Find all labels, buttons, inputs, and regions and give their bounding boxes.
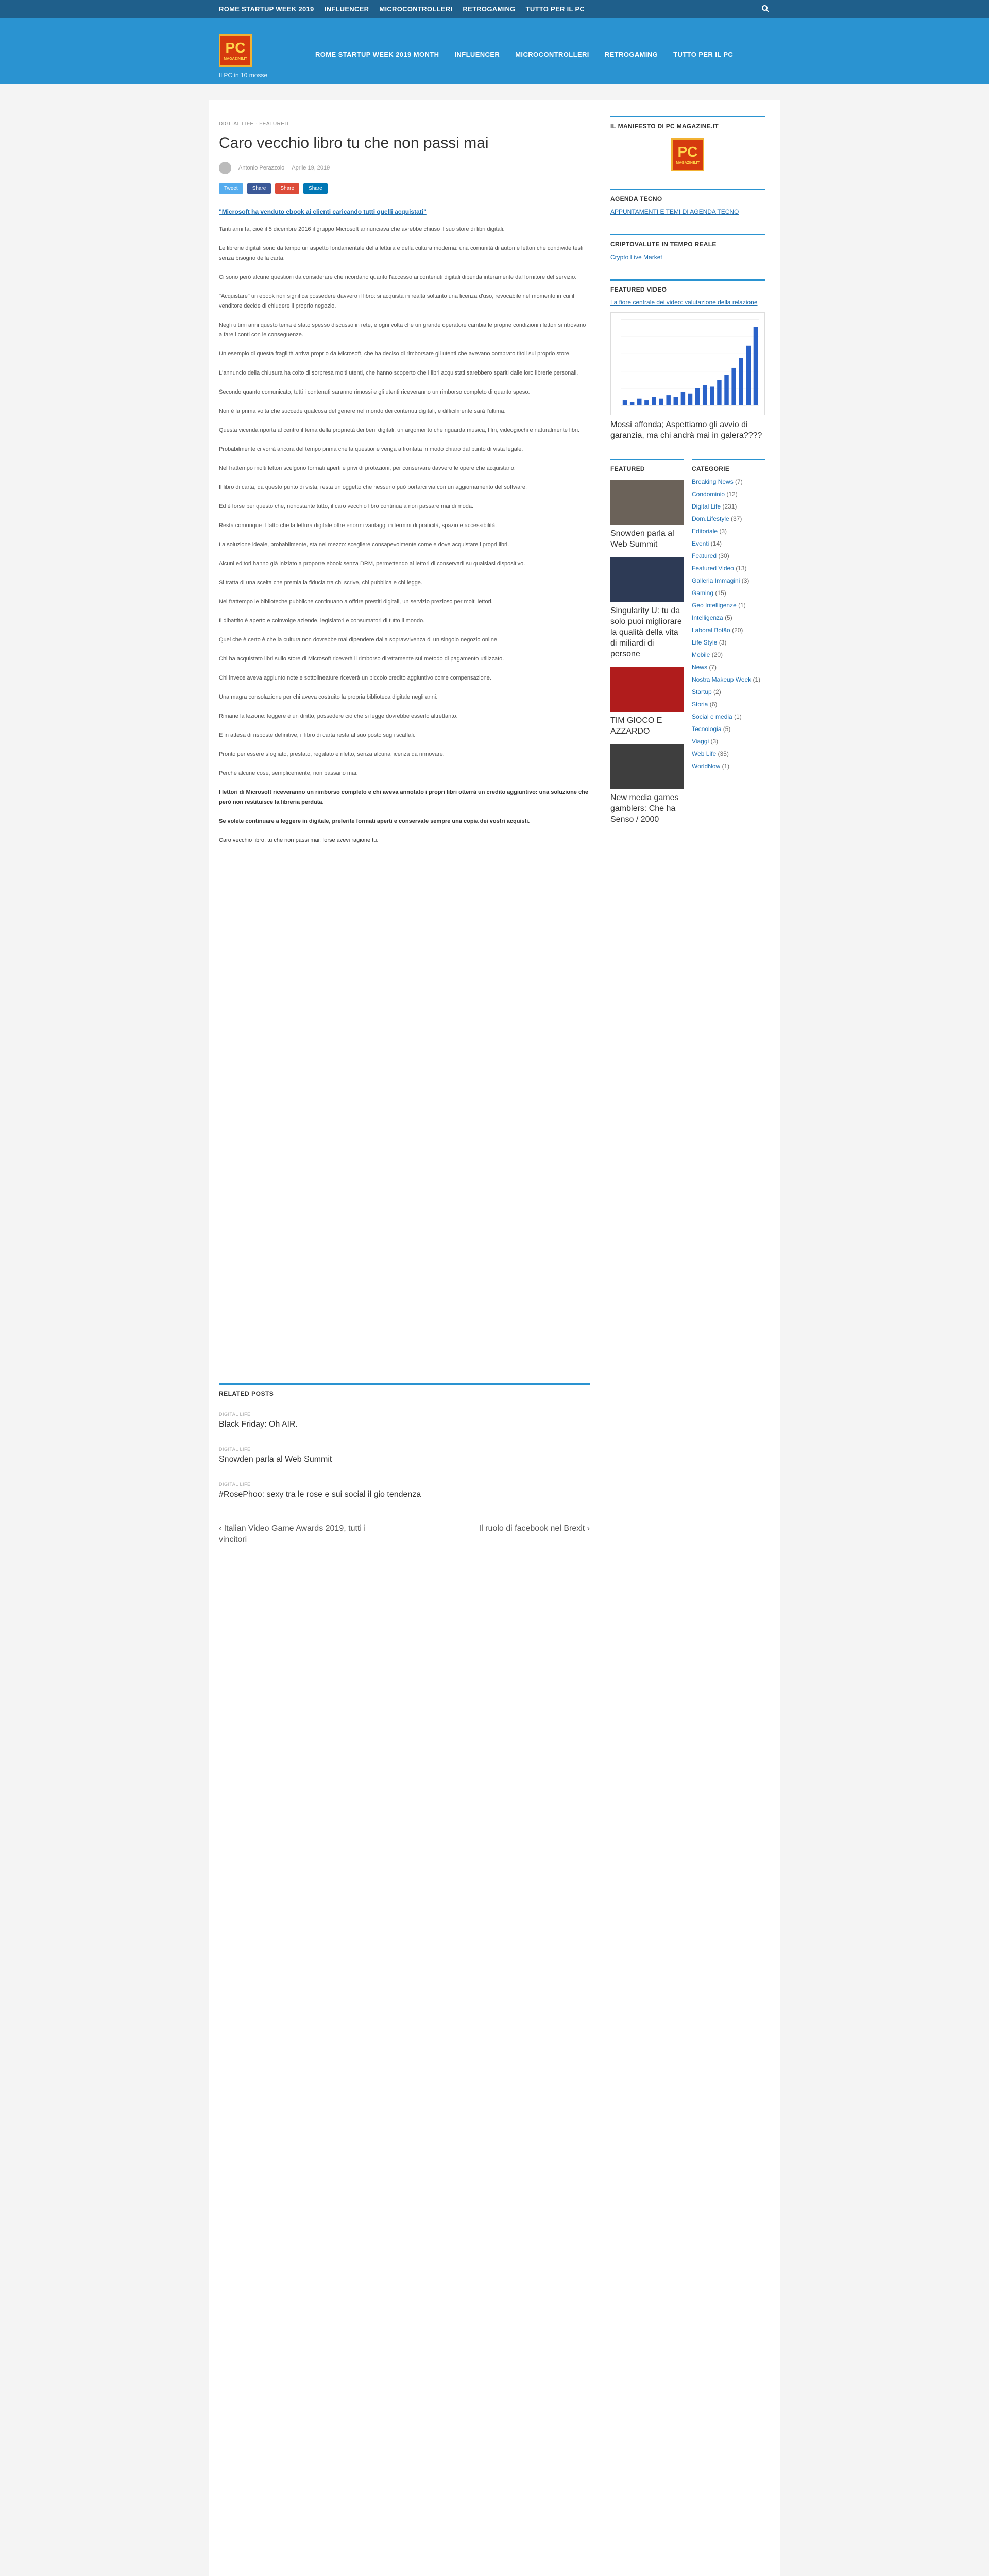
category-name[interactable]: Featured [692,552,717,560]
article-paragraph: Nel frattempo molti lettori scelgono formati aperti e privi di protezioni, per conservare davvero le opere che acquistano. [219,465,516,471]
share-button[interactable]: Share [303,183,328,194]
category-name[interactable]: Web Life [692,750,717,757]
category-item[interactable] [692,713,765,721]
featured-and-categories [610,459,765,842]
logo-text: PC [225,40,246,56]
related-post[interactable] [219,1447,590,1467]
category-item[interactable] [692,577,765,585]
category-item[interactable] [692,552,765,560]
chart-bar [630,402,634,405]
featured-title[interactable]: New media games gamblers: Che ha Senso / 2000 [610,793,679,824]
article-paragraph: Si tratta di una scelta che premia la fiducia tra chi scrive, chi pubblica e chi legge. [219,580,422,586]
article-paragraph: Le librerie digitali sono da tempo un aspetto fondamentale della lettura e della cultura moderna: una comunità di autori e lettori che condivide testi senza bisogno della carta. [219,245,584,261]
article-closing-bold-2: Se volete continuare a leggere in digitale, preferite formati aperti e conservate sempre una copia dei vostri acquisti. [219,818,530,824]
main-nav [315,50,733,58]
category-name[interactable]: Digital Life [692,503,721,510]
category-name[interactable]: Storia [692,701,708,708]
category-item[interactable] [692,663,765,671]
related-post-title[interactable]: Snowden parla al Web Summit [219,1455,332,1464]
widget-title: CRIPTOVALUTE IN TEMPO REALE [610,241,717,248]
article-paragraph: Ci sono però alcune questioni da considerare che ricordano quanto l'accesso ai contenuti digitali dipenda interamente dal fornitore del servizio. [219,274,577,280]
article-paragraph: Non è la prima volta che succede qualcosa del genere nel mondo dei contenuti digitali, e difficilmente sarà l'ultima. [219,408,506,414]
page-container [209,100,780,2576]
category-count: (3) [719,639,727,646]
article-paragraph: Questa vicenda riporta al centro il tema della proprietà dei beni digitali, un argomento che riguarda musica, film, videogiochi e naturalmente libri. [219,427,580,433]
crypto-link[interactable]: Crypto Live Market [610,253,662,261]
post-navigation [219,1523,590,1546]
article-paragraph: Nel frattempo le biblioteche pubbliche continuano a offrire prestiti digitali, un servizio prezioso per molti lettori. [219,599,493,605]
site-tagline: Il PC in 10 mosse [219,72,268,79]
category-name[interactable]: Viaggi [692,738,709,745]
chart-bar [623,400,627,405]
main-nav-link[interactable]: INFLUENCER [454,50,500,58]
chart-bar [754,327,758,405]
category-item[interactable] [692,515,765,523]
video-caption[interactable]: Mossi affonda; Aspettiamo gli avvio di garanzia, ma chi andrà mai in galera???? [610,420,762,440]
top-nav-link[interactable]: RETROGAMING [463,5,516,13]
category-count: (5) [725,614,732,621]
top-nav-link[interactable]: ROME STARTUP WEEK 2019 [219,5,314,13]
category-name[interactable]: Laboral Botão [692,626,730,634]
category-name[interactable]: WorldNow [692,762,721,770]
featured-title[interactable]: TIM GIOCO E AZZARDO [610,716,662,736]
category-count: (15) [715,589,726,597]
category-item[interactable] [692,502,765,511]
main-nav-link[interactable]: MICROCONTROLLERI [515,50,589,58]
featured-thumbnail[interactable] [610,480,684,525]
category-item[interactable] [692,725,765,733]
chart-bar [688,394,692,405]
video-thumbnail-chart[interactable] [610,312,765,415]
related-post[interactable] [219,1482,590,1502]
main-nav-link[interactable]: RETROGAMING [604,50,658,58]
page-title: Caro vecchio libro tu che non passi mai [219,134,489,151]
chart-bar [724,375,728,405]
category-item[interactable] [692,651,765,659]
category-name[interactable]: Editoriale [692,528,718,535]
related-post-category: DIGITAL LIFE [219,1412,251,1417]
category-count: (20) [732,626,743,634]
featured-thumbnail[interactable] [610,557,684,602]
category-item[interactable] [692,675,765,684]
main-nav-link[interactable]: TUTTO PER IL PC [673,50,734,58]
featured-item[interactable] [610,480,684,550]
chart-bar [659,399,663,405]
category-item[interactable] [692,626,765,634]
next-post-link[interactable]: Il ruolo di facebook nel Brexit › [479,1524,590,1533]
category-count: (5) [723,725,731,733]
related-post-category: DIGITAL LIFE [219,1482,251,1487]
widget-featured [610,459,684,825]
chart-bar [710,386,714,405]
featured-thumbnail[interactable] [610,667,684,712]
share-button[interactable]: Tweet [219,183,243,194]
featured-item[interactable] [610,557,684,659]
share-button[interactable]: Share [247,183,271,194]
category-count: (2) [713,688,721,696]
category-count: (13) [736,565,747,572]
chart-bar [637,399,641,405]
category-name[interactable]: Dom.Lifestyle [692,515,729,522]
category-name[interactable]: Eventi [692,540,709,547]
category-name[interactable]: News [692,664,708,671]
article-paragraph: Probabilmente ci vorrà ancora del tempo prima che la questione venga affrontata in modo chiaro dal punto di vista legale. [219,446,523,452]
featured-title[interactable]: Singularity U: tu da solo puoi migliorare la qualità della vita di miliardi di persone [610,606,682,658]
widget-title: AGENDA TECNO [610,195,662,202]
category-item[interactable] [692,700,765,708]
category-item[interactable] [692,539,765,548]
category-item[interactable] [692,762,765,770]
widget-crypto [610,234,765,262]
sidebar-logo[interactable] [671,138,704,171]
category-count: (7) [735,478,743,485]
widget-categories [692,459,765,770]
category-item[interactable] [692,478,765,486]
related-heading: RELATED POSTS [219,1383,590,1397]
category-count: (1) [722,762,730,770]
category-item[interactable] [692,737,765,745]
widget-title: CATEGORIE [692,465,730,472]
top-nav [219,0,585,18]
share-button[interactable]: Share [275,183,299,194]
category-count: (35) [718,750,729,757]
category-item[interactable] [692,564,765,572]
article-body [219,225,590,778]
widget-title[interactable]: IL MANIFESTO DI PC MAGAZINE.IT [610,123,719,130]
category-item[interactable] [692,614,765,622]
related-posts [219,1383,590,1546]
chart-bar [746,346,751,405]
article-paragraph: Chi ha acquistato libri sullo store di Microsoft riceverà il rimborso direttamente sul metodo di pagamento utilizzato. [219,656,504,662]
widget-title: FEATURED VIDEO [610,286,667,293]
previous-post-link[interactable]: ‹ Italian Video Game Awards 2019, tutti i vincitori [219,1524,366,1544]
widget-agenda [610,189,765,216]
article-paragraph: "Acquistare" un ebook non significa possedere davvero il libro: si acquista in realtà soltanto una licenza d'uso, revocabile nel momento in cui il venditore decide di chiudere il proprio negozio. [219,293,574,309]
category-name[interactable]: Breaking News [692,478,734,485]
featured-thumbnail[interactable] [610,744,684,789]
category-name[interactable]: Mobile [692,651,710,658]
category-count: (1) [738,602,746,609]
top-nav-link[interactable]: TUTTO PER IL PC [525,5,585,13]
author-avatar [219,162,231,174]
article-closing-bold: I lettori di Microsoft riceveranno un rimborso completo e chi aveva annotato i propri libri otterrà un credito aggiuntivo: una soluzione che però non restituisce la libreria perduta. [219,789,588,805]
breadcrumb[interactable]: DIGITAL LIFE · FEATURED [219,121,289,127]
article-closing: Caro vecchio libro, tu che non passi mai: forse avevi ragione tu. [219,837,379,843]
site-header [0,18,989,84]
article-paragraph: Il libro di carta, da questo punto di vista, resta un oggetto che nessuno può portarci via con un aggiornamento del software. [219,484,527,490]
article-paragraph: Perché alcune cose, semplicemente, non passano mai. [219,770,358,776]
featured-title[interactable]: Snowden parla al Web Summit [610,529,674,549]
chart-bar [674,397,678,405]
article-paragraph: La soluzione ideale, probabilmente, sta nel mezzo: scegliere consapevolmente come e dove acquistare i propri libri. [219,541,509,548]
category-item[interactable] [692,638,765,647]
site-logo[interactable] [219,34,252,67]
top-nav-link[interactable]: INFLUENCER [324,5,369,13]
category-count: (30) [718,552,729,560]
article-meta [219,162,590,174]
category-name[interactable]: Gaming [692,589,714,597]
category-name[interactable]: Featured Video [692,565,734,572]
article-paragraph: Negli ultimi anni questo tema è stato spesso discusso in rete, e ogni volta che un grande operatore cambia le proprie condizioni i lettori si ritrovano a fare i conti con le conseguenze. [219,322,586,338]
main-nav-link[interactable]: ROME STARTUP WEEK 2019 MONTH [315,50,439,58]
search-icon[interactable] [761,5,770,13]
category-count: (231) [722,503,737,510]
category-item[interactable] [692,601,765,609]
chart-bar [681,392,685,405]
related-post[interactable] [219,1412,590,1432]
category-count: (7) [709,664,717,671]
category-item[interactable] [692,490,765,498]
chart-bar [739,358,743,405]
chart-bar [731,368,736,405]
chart-bar [695,388,700,405]
category-count: (14) [710,540,722,547]
chart-bar [644,400,649,405]
widget-title: FEATURED [610,465,645,472]
sidebar-logo-text: PC [677,144,698,160]
chart-bar [666,395,670,405]
article-paragraph: Alcuni editori hanno già iniziato a proporre ebook senza DRM, permettendo ai lettori di conservarli su qualsiasi dispositivo. [219,561,525,567]
category-count: (3) [741,577,749,584]
featured-item[interactable] [610,744,684,825]
category-name[interactable]: Life Style [692,639,718,646]
related-post-title[interactable]: Black Friday: Oh AIR. [219,1420,298,1429]
top-bar [0,0,989,18]
category-name[interactable]: Social e media [692,713,732,720]
category-item[interactable] [692,688,765,696]
chart-bar [652,397,656,405]
widget-manifesto [610,116,765,171]
category-count: (37) [731,515,742,522]
article-paragraph: L'annuncio della chiusura ha colto di sorpresa molti utenti, che hanno scoperto che i libri acquistati sarebbero spariti dalle loro librerie personali. [219,370,578,376]
category-item[interactable] [692,527,765,535]
article-paragraph: Ed è forse per questo che, nonostante tutto, il caro vecchio libro continua a non passare mai di moda. [219,503,474,510]
logo-subtext: MAGAZINE.IT [224,57,247,61]
article-date: Aprile 19, 2019 [292,165,330,171]
article-paragraph: Pronto per essere sfogliato, prestato, regalato e riletto, senza alcuna licenza da rinnovare. [219,751,445,757]
article-paragraph: E in attesa di risposte definitive, il libro di carta resta al suo posto sugli scaffali. [219,732,416,738]
share-buttons [219,183,590,194]
article-paragraph: Un esempio di questa fragilità arriva proprio da Microsoft, che ha deciso di rimborsare gli utenti che avevano comprato titoli sul proprio store. [219,351,571,357]
category-name[interactable]: Galleria Immagini [692,577,740,584]
category-count: (20) [711,651,723,658]
sidebar [610,116,765,842]
sidebar-logo-subtext: MAGAZINE.IT [676,161,700,165]
category-count: (1) [753,676,761,683]
article-paragraph: Rimane la lezione: leggere è un diritto, possedere ciò che si legge dovrebbe esserlo altrettanto. [219,713,458,719]
category-name[interactable]: Nostra Makeup Week [692,676,752,683]
article-paragraph: Resta comunque il fatto che la lettura digitale offre enormi vantaggi in termini di praticità, spazio e accessibilità. [219,522,497,529]
category-count: (12) [726,490,738,498]
video-title-link[interactable]: La fiore centrale dei video: valutazione della relazione [610,299,758,306]
category-name[interactable]: Condominio [692,490,725,498]
category-name[interactable]: Startup [692,688,712,696]
article-paragraph: Tanti anni fa, cioè il 5 dicembre 2016 il gruppo Microsoft annunciava che avrebbe chiuso il suo store di libri digitali. [219,226,505,232]
article-paragraph: Secondo quanto comunicato, tutti i contenuti saranno rimossi e gli utenti riceveranno un rimborso completo di quanto speso. [219,389,530,395]
category-count: (3) [719,528,727,535]
category-item[interactable] [692,589,765,597]
chart-bar [717,380,721,405]
agenda-link[interactable]: APPUNTAMENTI E TEMI DI AGENDA TECNO [610,208,739,215]
widget-featured-video [610,279,765,441]
related-post-category: DIGITAL LIFE [219,1447,251,1452]
top-nav-link[interactable]: MICROCONTROLLERI [379,5,453,13]
category-item[interactable] [692,750,765,758]
category-name[interactable]: Geo Intelligenze [692,602,737,609]
chart-bar [703,385,707,405]
category-count: (1) [734,713,742,720]
category-count: (3) [710,738,719,745]
article [219,121,590,845]
related-post-title[interactable]: #RosePhoo: sexy tra le rose e sui social il gio tendenza [219,1490,421,1499]
article-paragraph: Il dibattito è aperto e coinvolge aziende, legislatori e consumatori di tutto il mondo. [219,618,425,624]
featured-item[interactable] [610,667,684,737]
article-paragraph: Quel che è certo è che la cultura non dovrebbe mai dipendere dalla sopravvivenza di un singolo negozio online. [219,637,499,643]
article-paragraph: Chi invece aveva aggiunto note e sottolineature riceverà un piccolo credito aggiuntivo come compensazione. [219,675,491,681]
author-name[interactable]: Antonio Perazzolo [238,165,285,171]
article-paragraph: Una magra consolazione per chi aveva costruito la propria biblioteca digitale negli anni. [219,694,438,700]
category-name[interactable]: Tecnologia [692,725,722,733]
article-lead-link[interactable]: "Microsoft ha venduto ebook ai clienti caricando tutti quelli acquistati" [219,208,427,215]
bar-chart [611,313,764,415]
category-count: (6) [709,701,718,708]
category-name[interactable]: Intelligenza [692,614,723,621]
